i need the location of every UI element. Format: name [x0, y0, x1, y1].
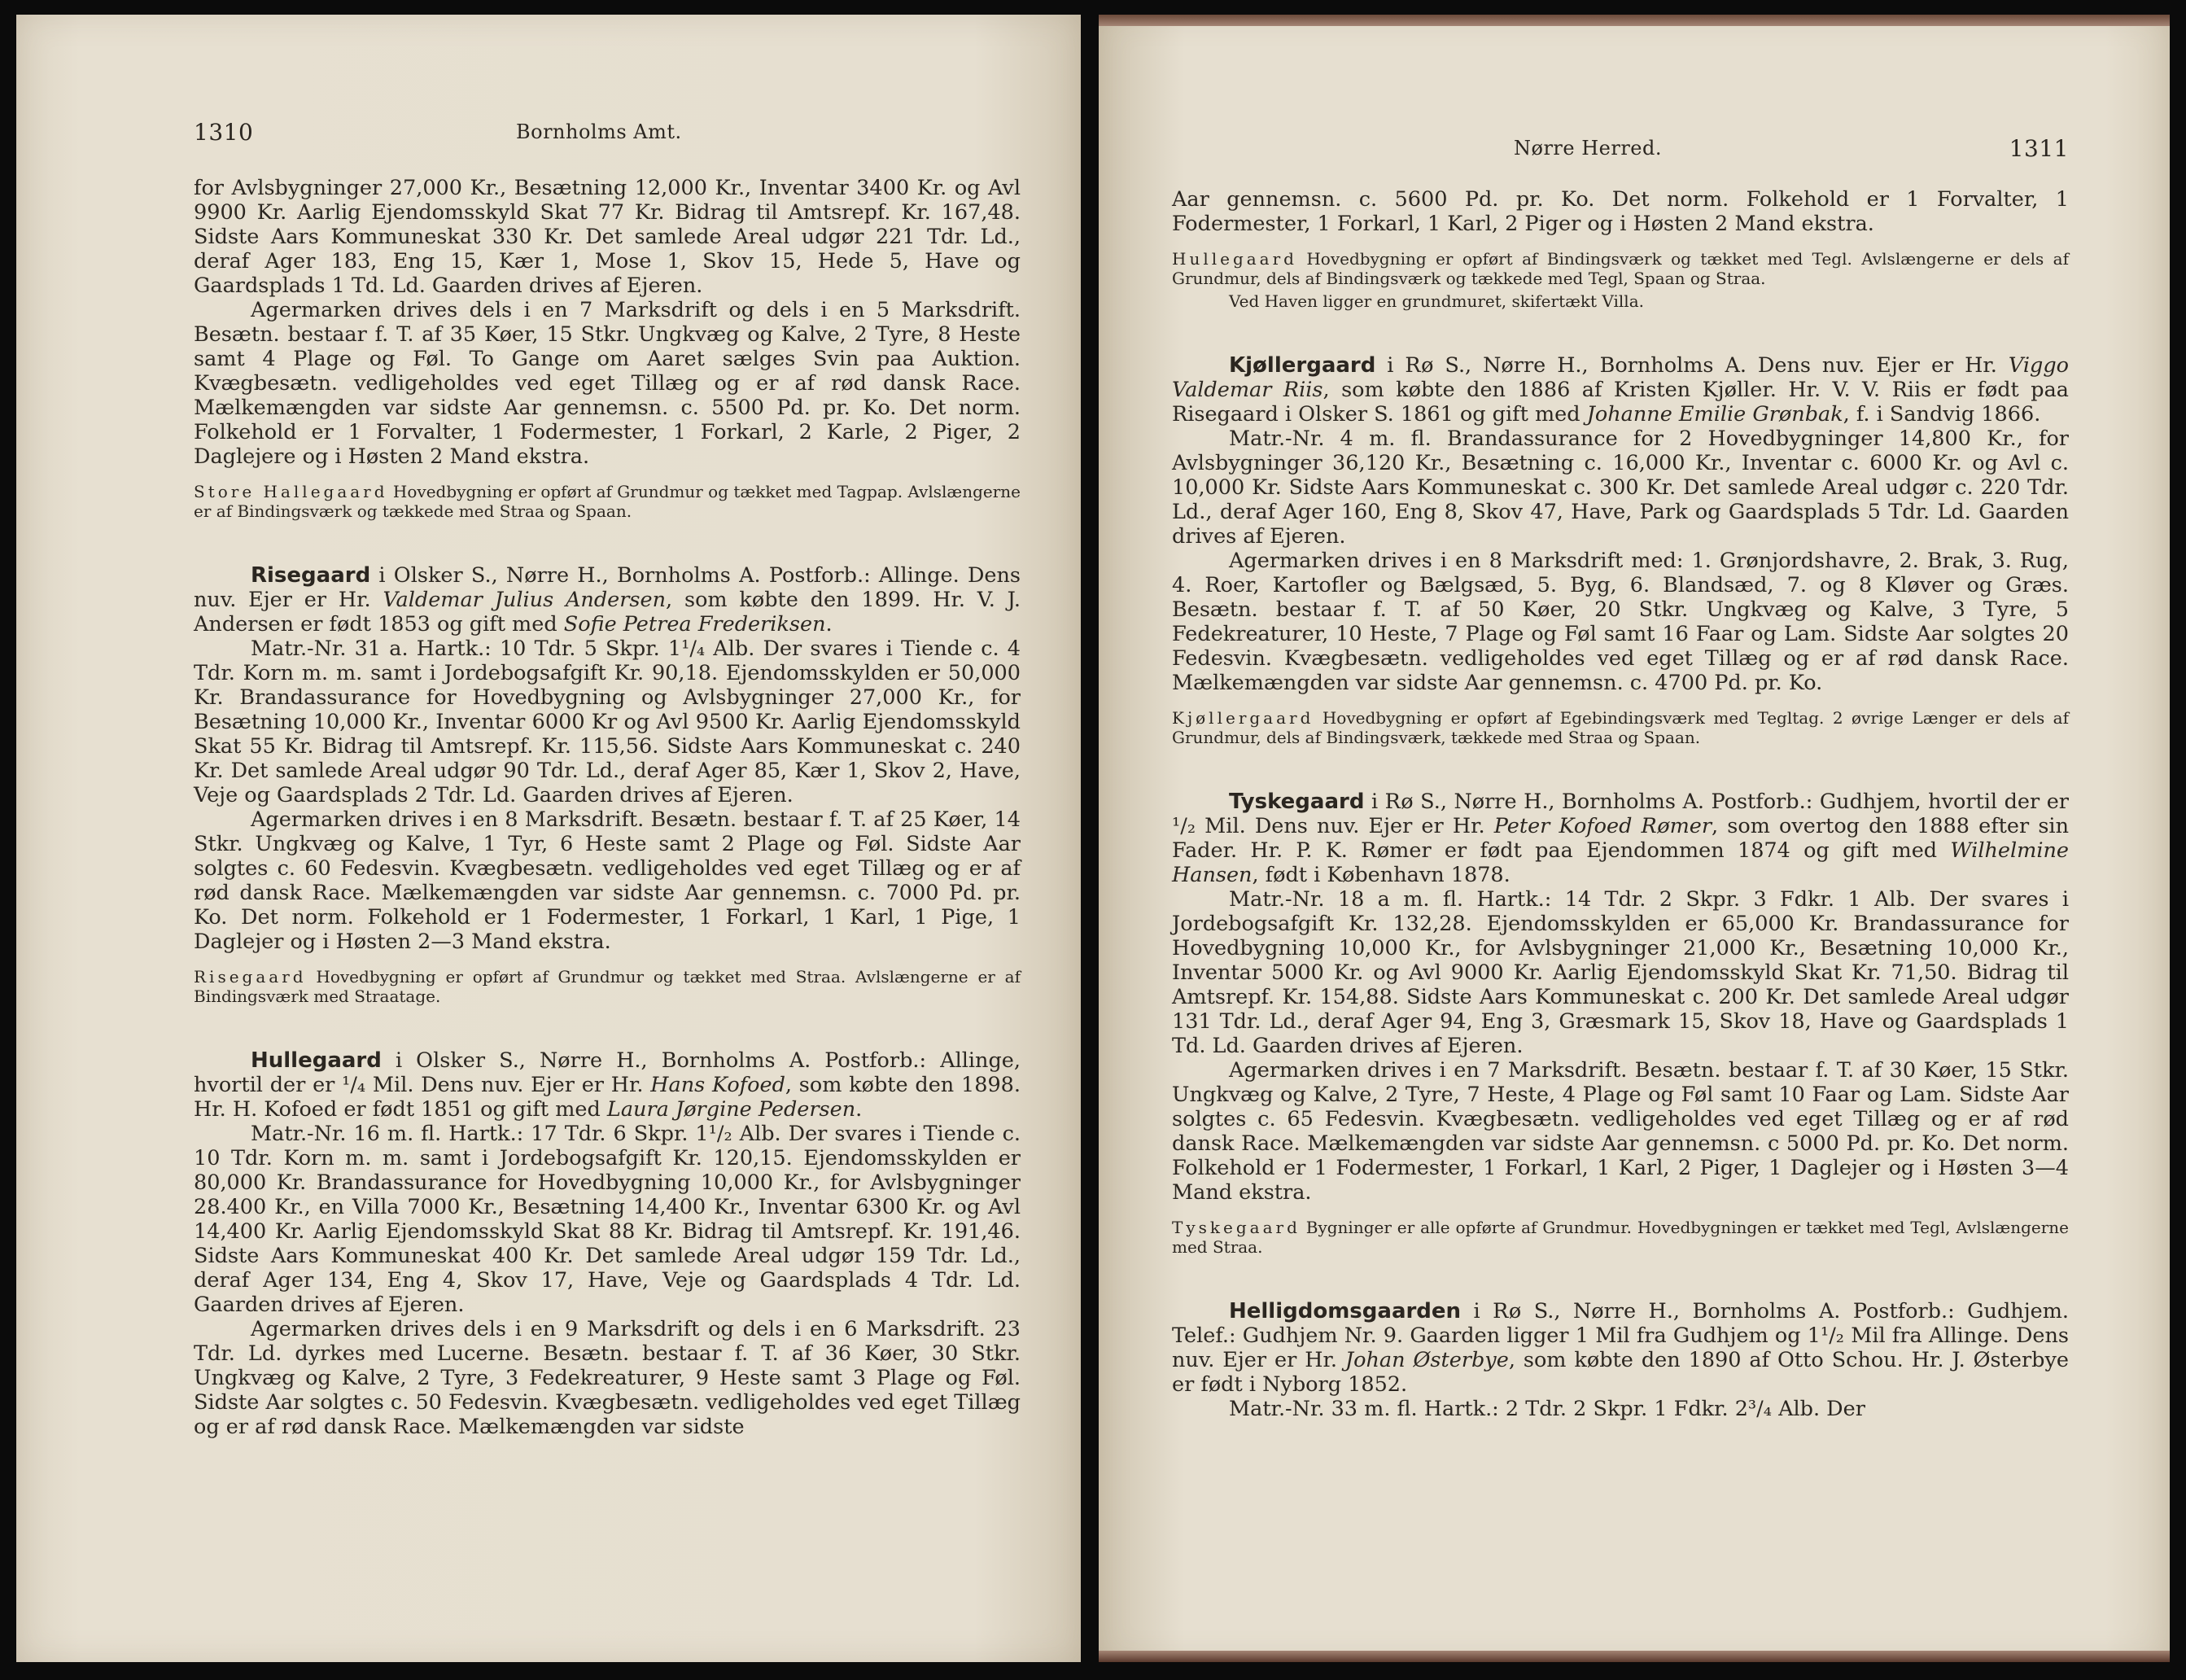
building-note: [194, 482, 1021, 521]
entry-intro-text: , som overtog den 1888 efter sin Fader. Hr. P. K. Rømer er født paa Ejendommen 1874 og gift med: [1172, 814, 2069, 863]
entry-intro-text: i Rø S., Nørre H., Bornholms A. Postforb.: Gudhjem, hvortil der er ¹/₂ Mil. Dens nuv. Ejer er Hr.: [1172, 790, 2069, 838]
entry-title: Helligdomsgaarden: [1229, 1299, 1462, 1323]
entry-intro-text: i Rø S., Nørre H., Bornholms A. Dens nuv. Ejer er Hr.: [1375, 353, 2009, 378]
note-name: Hullegaard: [1172, 249, 1297, 269]
building-note: [194, 967, 1021, 1006]
entry-intro-text: .: [825, 612, 833, 637]
paragraph: Matr.-Nr. 4 m. fl. Brandassurance for 2 Hovedbygninger 14,800 Kr., for Avlsbygninger 36,120 Kr., Besætning c. 16,000 Kr., Inventar c. 6000 Kr. og Avl c. 10,000 Kr. Sidste Aars Kommuneskat c. 300 Kr. Det samlede Areal udgør c. 220 Tdr. Ld., deraf Ager 160, Eng 8, Skov 47, Have, Park og Gaardsplads 5 Tdr. Ld. Gaarden drives af Ejeren.: [1172, 427, 2069, 549]
spouse-name: Sofie Petrea Frederiksen: [563, 612, 826, 637]
entry-title: Kjøllergaard: [1229, 353, 1376, 378]
entry-kjollergaard: [1172, 353, 2069, 747]
entry-intro-text: , f. i Sandvig 1866.: [1843, 402, 2041, 427]
paragraph: Agermarken drives i en 8 Marksdrift med: 1. Grønjordshavre, 2. Brak, 3. Rug, 4. Roer, Kartofler og Bælgsæd, 5. Byg, 6. Blandsæd, 7. og 8 Kløver og Græs. Besætn. bestaar f. T. af 50 Køer, 20 Stkr. Ungkvæg og Kalve, 3 Tyre, 5 Fedekreaturer, 10 Heste, 7 Plage og Føl samt 16 Faar og Lam. Sidste Aar solgtes 20 Fedesvin. Kvægbesætn. vedligeholdes ved eget Tillæg og er af rød dansk Race. Mælkemængden var sidste Aar gennemsn. c. 4700 Pd. pr. Ko.: [1172, 549, 2069, 695]
paragraph: Agermarken drives i en 7 Marksdrift. Besætn. bestaar f. T. af 30 Køer, 15 Stkr. Ungkvæg og Kalve, 2 Tyre, 7 Heste, 4 Plage og Føl samt 10 Faar og Lam. Sidste Aar solgtes c. 65 Fedesvin. Kvægbesætn. vedligeholdes ved eget Tillæg og er af rød dansk Race. Mælkemængden var sidste Aar gennemsn. c 5000 Pd. pr. Ko. Det norm. Folkehold er 1 Fodermester, 1 Forkarl, 1 Karl, 2 Piger, 1 Daglejer og i Høsten 3—4 Mand ekstra.: [1172, 1058, 2069, 1205]
entry-intro: [1172, 1299, 2069, 1397]
right-running-title: Nørre Herred.: [1514, 137, 1662, 160]
entry-tyskegaard: [1172, 790, 2069, 1257]
entry-intro-text: , som købte den 1899. Hr. V. J. Andersen er født 1853 og gift med: [194, 588, 1021, 637]
note-text: Hovedbygning er opført af Grundmur og tækket med Tagpap. Avlslængerne er af Bindingsværk og tækkede med Straa og Spaan.: [194, 482, 1021, 521]
spouse-name: Wilhelmine Hansen: [1172, 838, 2069, 887]
note-text: Hovedbygning er opført af Egebindingsværk med Tegltag. 2 øvrige Længer er dels af Grundmur, dels af Bindingsværk, tækkede med Straa og Spaan.: [1172, 708, 2069, 747]
right-page-number: 1311: [2009, 135, 2069, 162]
spouse-name: Johanne Emilie Grønbak: [1586, 402, 1843, 427]
entry-intro: [194, 1048, 1021, 1122]
spouse-name: Laura Jørgine Pedersen: [606, 1097, 856, 1122]
owner-name: Hans Kofoed: [650, 1073, 785, 1097]
note-name: Risegaard: [194, 967, 307, 987]
entry-risegaard: [194, 563, 1021, 1006]
entry-intro: [1172, 353, 2069, 427]
paragraph: Aar gennemsn. c. 5600 Pd. pr. Ko. Det norm. Folkehold er 1 Forvalter, 1 Fodermester, 1 Forkarl, 1 Karl, 2 Piger og i Høsten 2 Mand ekstra.: [1172, 187, 2069, 236]
building-note: [1172, 249, 2069, 288]
owner-name: Viggo Valdemar Riis: [1172, 353, 2069, 402]
owner-name: Valdemar Julius Andersen: [383, 588, 667, 612]
entry-intro: [194, 563, 1021, 637]
owner-name: Johan Østerbye: [1344, 1348, 1509, 1372]
building-note-extra: Ved Haven ligger en grundmuret, skifertækt Villa.: [1229, 291, 1644, 311]
building-note: [1172, 1218, 2069, 1257]
paragraph: Matr.-Nr. 18 a m. fl. Hartk.: 14 Tdr. 2 Skpr. 3 Fdkr. 1 Alb. Der svares i Jordebogsafgift Kr. 132,28. Ejendomsskylden er 65,000 Kr. Brandassurance for Hovedbygning 10,000 Kr., for Avlsbygninger 21,000 Kr., Besætning 10,000 Kr., Inventar 5000 Kr. og Avl 9000 Kr. Aarlig Ejendomsskyld Skat Kr. 71,50. Bidrag til Amtsrepf. Kr. 154,88. Sidste Aars Kommuneskat c. 200 Kr. Det samlede Areal udgør 131 Tdr. Ld., deraf Ager 94, Eng 3, Græsmark 15, Skov 18, Have og Gaardsplads 1 Td. Ld. Gaarden drives af Ejeren.: [1172, 887, 2069, 1058]
entry-title: Risegaard: [251, 563, 371, 588]
paragraph: Matr.-Nr. 16 m. fl. Hartk.: 17 Tdr. 6 Skpr. 1¹/₂ Alb. Der svares i Tiende c. 10 Tdr. Korn m. m. samt i Jordebogsafgift Kr. 120,15. Ejendomsskylden er 80,000 Kr. Brandassurance for Hovedbygning 10,000 Kr., for Avlsbygninger 28.400 Kr., en Villa 7000 Kr., Besætning 14,400 Kr., Inventar 6300 Kr. og Avl 14,400 Kr. Aarlig Ejendomsskyld Skat 88 Kr. Bidrag til Amtsrepf. Kr. 191,46. Sidste Aars Kommuneskat 400 Kr. Det samlede Areal udgør 159 Tdr. Ld., deraf Ager 134, Eng 4, Skov 17, Have, Veje og Gaardsplads 4 Tdr. Ld. Gaarden drives af Ejeren.: [194, 1122, 1021, 1317]
entry-title: Hullegaard: [251, 1048, 382, 1073]
note-text: Hovedbygning er opført af Grundmur og tækket med Straa. Avlslængerne er af Bindingsværk med Straatage.: [194, 967, 1021, 1006]
note-text: Hovedbygning er opført af Bindingsværk og tækket med Tegl. Avlslængerne er dels af Grundmur, dels af Bindingsværk og tækkede med Tegl, Spaan og Straa.: [1172, 249, 2069, 288]
entry-intro-text: , som købte den 1898. Hr. H. Kofoed er født 1851 og gift med: [194, 1073, 1021, 1122]
right-body: [1172, 187, 2069, 1421]
building-note: [1172, 708, 2069, 747]
entry-intro-text: i Rø S., Nørre H., Bornholms A. Postforb.: Gudhjem. Telef.: Gudhjem Nr. 9. Gaarden ligger 1 Mil fra Gudhjem og 1¹/₂ Mil fra Allinge. Dens nuv. Ejer er Hr.: [1172, 1299, 2069, 1372]
entry-intro-text: .: [855, 1097, 863, 1122]
paragraph: Agermarken drives dels i en 9 Marksdrift og dels i en 6 Marksdrift. 23 Tdr. Ld. dyrkes med Lucerne. Besætn. bestaar f. T. af 36 Køer, 30 Stkr. Ungkvæg og Kalve, 2 Tyre, 3 Fedekreaturer, 9 Heste samt 3 Plage og Føl. Sidste Aar solgtes c. 50 Fedesvin. Kvægbesætn. vedligeholdes ved eget Tillæg og er af rød dansk Race. Mælkemængden var sidste: [194, 1317, 1021, 1439]
note-name: Store Hallegaard: [194, 482, 388, 501]
paragraph: for Avlsbygninger 27,000 Kr., Besætning 12,000 Kr., Inventar 3400 Kr. og Avl 9900 Kr. Aarlig Ejendomsskyld Skat 77 Kr. Bidrag til Amtsrepf. Kr. 167,48. Sidste Aars Kommuneskat 330 Kr. Det samlede Areal udgør 221 Tdr. Ld., deraf Ager 183, Eng 15, Kær 1, Mose 1, Skov 15, Hede 5, Have og Gaardsplads 1 Td. Ld. Gaarden drives af Ejeren.: [194, 176, 1021, 298]
entry-intro: [1172, 790, 2069, 887]
left-page-number: 1310: [194, 119, 254, 146]
note-name: Tyskegaard: [1172, 1218, 1301, 1237]
entry-title: Tyskegaard: [1229, 790, 1365, 814]
left-running-title: Bornholms Amt.: [516, 120, 682, 143]
entry-intro-text: , født i København 1878.: [1252, 863, 1511, 887]
right-page: [1099, 15, 2170, 1662]
entry-intro-text: , som købte den 1886 af Kristen Kjøller. Hr. V. V. Riis er født paa Risegaard i Olsker S. 1861 og gift med: [1172, 378, 2069, 427]
entry-intro-text: i Olsker S., Nørre H., Bornholms A. Postforb.: Allinge. Dens nuv. Ejer er Hr.: [194, 563, 1021, 612]
paragraph: Agermarken drives dels i en 7 Marksdrift og dels i en 5 Marksdrift. Besætn. bestaar f. T. af 35 Køer, 15 Stkr. Ungkvæg og Kalve, 2 Tyre, 8 Heste samt 4 Plage og Føl. To Gange om Aaret sælges Svin paa Auktion. Kvægbesætn. vedligeholdes ved eget Tillæg og er af rød dansk Race. Mælkemængden var sidste Aar gennemsn. c. 5500 Pd. pr. Ko. Det norm. Folkehold er 1 Forvalter, 1 Fodermester, 1 Forkarl, 2 Karle, 2 Piger, 2 Daglejere og i Høsten 2 Mand ekstra.: [194, 298, 1021, 469]
entry-intro-text: i Olsker S., Nørre H., Bornholms A. Postforb.: Allinge, hvortil der er ¹/₄ Mil. Dens nuv. Ejer er Hr.: [194, 1048, 1021, 1097]
entry-hullegaard: [194, 1048, 1021, 1439]
paragraph: Matr.-Nr. 33 m. fl. Hartk.: 2 Tdr. 2 Skpr. 1 Fdkr. 2³/₄ Alb. Der: [1229, 1397, 1865, 1421]
paragraph: Agermarken drives i en 8 Marksdrift. Besætn. bestaar f. T. af 25 Køer, 14 Stkr. Ungkvæg og Kalve, 1 Tyr, 6 Heste samt 2 Plage og Føl. Sidste Aar solgtes c. 60 Fedesvin. Kvægbesætn. vedligeholdes ved eget Tillæg og er af rød dansk Race. Mælkemængden var sidste Aar gennemsn. c. 7000 Pd. pr. Ko. Det norm. Folkehold er 1 Fodermester, 1 Forkarl, 1 Karl, 1 Pige, 1 Daglejer og i Høsten 2—3 Mand ekstra.: [194, 807, 1021, 954]
left-body: [194, 176, 1021, 1439]
paragraph: Matr.-Nr. 31 a. Hartk.: 10 Tdr. 5 Skpr. 1¹/₄ Alb. Der svares i Tiende c. 4 Tdr. Korn m. m. samt i Jordebogsafgift Kr. 90,18. Ejendomsskylden er 50,000 Kr. Brandassurance for Hovedbygning og Avlsbygninger 27,000 Kr., for Besætning 10,000 Kr., Inventar 6000 Kr og Avl 9500 Kr. Aarlig Ejendomsskyld Skat 55 Kr. Bidrag til Amtsrepf. Kr. 115,56. Sidste Aars Kommuneskat c. 240 Kr. Det samlede Areal udgør 90 Tdr. Ld., deraf Ager 85, Kær 1, Skov 2, Have, Veje og Gaardsplads 2 Tdr. Ld. Gaarden drives af Ejeren.: [194, 637, 1021, 807]
note-name: Kjøllergaard: [1172, 708, 1314, 728]
left-page: [16, 15, 1081, 1662]
entry-intro-text: , som købte den 1890 af Otto Schou. Hr. J. Østerbye er født i Nyborg 1852.: [1172, 1348, 2069, 1397]
owner-name: Peter Kofoed Rømer: [1493, 814, 1712, 838]
entry-helligdomsgaarden: [1172, 1299, 2069, 1421]
left-running-head: [194, 119, 1021, 146]
note-text: Bygninger er alle opførte af Grundmur. Hovedbygningen er tækket med Tegl, Avlslængerne med Straa.: [1172, 1218, 2069, 1257]
